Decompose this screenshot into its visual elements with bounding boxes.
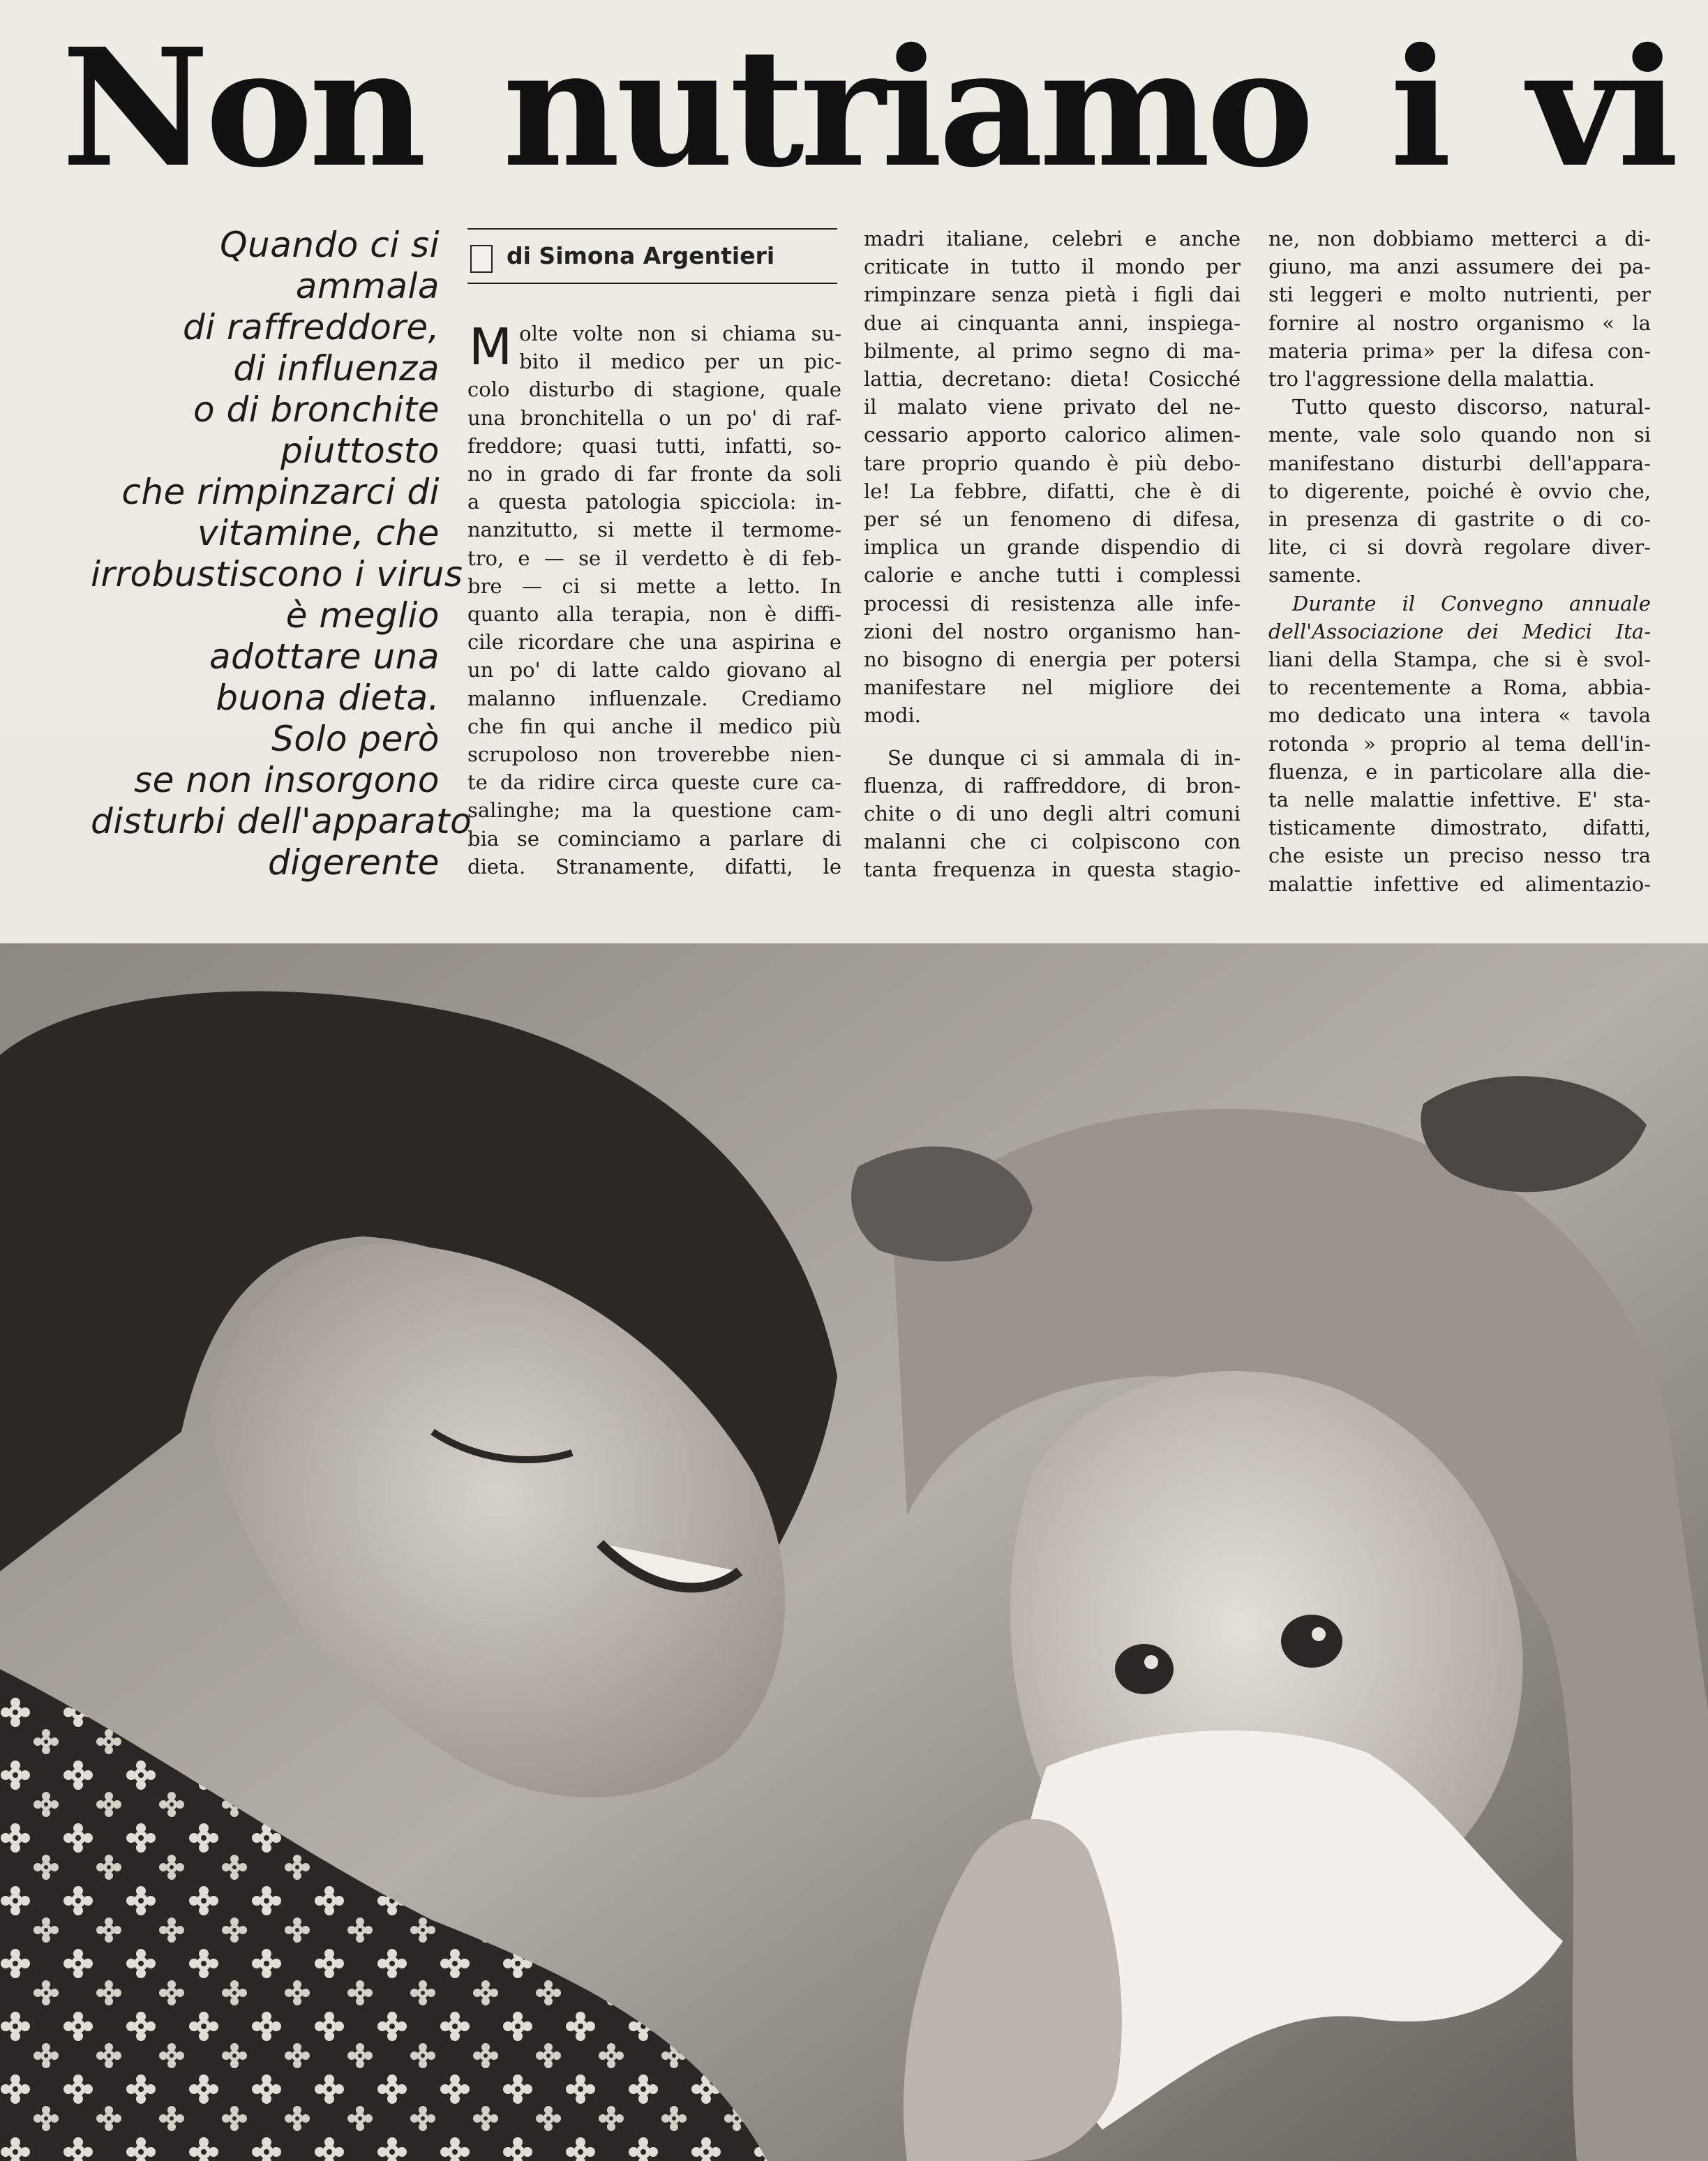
headline: Non nutriamo i vi xyxy=(61,28,1675,188)
text-line: bia se cominciamo a parlare di xyxy=(467,826,841,851)
text-line: madri italiane, celebri e anche xyxy=(864,227,1241,251)
standfirst-line: o di bronchite xyxy=(193,389,440,430)
byline-bar xyxy=(467,228,837,284)
standfirst-line: digerente xyxy=(267,842,440,883)
text-line: tro, e — se il verdetto è di feb- xyxy=(467,546,841,570)
text-line: malanno influenzale. Crediamo xyxy=(467,686,841,710)
article-column-2 xyxy=(864,225,1241,895)
text-line: zioni del nostro organismo han- xyxy=(864,619,1241,643)
text-line: tisticamente dimostrato, difatti, xyxy=(1268,816,1651,840)
text-line: giuno, ma anzi assumere dei pa- xyxy=(1268,255,1651,279)
standfirst-line: che rimpinzarci di xyxy=(121,472,440,512)
paragraph-gap xyxy=(864,730,1241,744)
text-line: samente. xyxy=(1268,563,1362,588)
standfirst xyxy=(91,225,472,895)
text-line: lite, ci si dovrà regolare diver- xyxy=(1268,535,1651,560)
text-line: bilmente, al primo segno di ma- xyxy=(864,338,1241,363)
text-line: il malato viene privato del ne- xyxy=(864,395,1241,419)
text-line: quanto alla terapia, non è diffi- xyxy=(467,602,841,627)
text-line: per sé un fenomeno di difesa, xyxy=(864,507,1241,532)
eye-highlight xyxy=(1312,1627,1326,1641)
standfirst-line: disturbi dell'apparato xyxy=(91,801,472,842)
text-line: che fin qui anche il medico più xyxy=(467,714,841,738)
standfirst-line: Quando ci si xyxy=(220,225,440,265)
text-line: mente, vale solo quando non si xyxy=(1268,423,1651,447)
text-line: fornire al nostro organismo « la xyxy=(1268,311,1651,335)
text-line: modi. xyxy=(864,703,922,728)
text-line: implica un grande dispendio di xyxy=(864,535,1241,560)
standfirst-line: di influenza xyxy=(233,348,440,389)
text-line: to recentemente a Roma, abbia- xyxy=(1268,675,1651,700)
text-line: tanta frequenza in questa stagio- xyxy=(864,858,1241,882)
text-line: no bisogno di energia per potersi xyxy=(864,648,1241,672)
text-line: malattie infettive ed alimentazio- xyxy=(1268,872,1651,896)
article-column-1 xyxy=(467,317,841,989)
byline-square-icon xyxy=(470,245,493,273)
text-line: mo dedicato una intera « tavola xyxy=(1268,703,1651,728)
text-line: le! La febbre, difatti, che è di xyxy=(864,479,1241,503)
text-line: calorie e anche tutti i complessi xyxy=(864,563,1241,588)
text-line: fluenza, di raffreddore, di bron- xyxy=(864,773,1241,798)
standfirst-line: buona dieta. xyxy=(216,678,440,718)
standfirst-line: ammala xyxy=(295,266,440,306)
article-column-3 xyxy=(1268,225,1651,895)
text-line: in presenza di gastrite o di co- xyxy=(1268,507,1651,532)
author-byline: di Simona Argentieri xyxy=(507,242,775,269)
text-line: chite o di uno degli altri comuni xyxy=(864,802,1241,826)
text-line: to digerente, poiché è ovvio che, xyxy=(1268,479,1651,503)
text-line: manifestano disturbi dell'appara- xyxy=(1268,451,1651,475)
text-line: no in grado di far fronte da soli xyxy=(467,462,841,486)
standfirst-line: adottare una xyxy=(209,636,440,677)
text-line: Durante il Convegno annuale xyxy=(1292,591,1651,615)
text-line: una bronchitella o un po' di raf- xyxy=(467,405,841,430)
text-line: Se dunque ci si ammala di in- xyxy=(887,745,1241,770)
text-line: tro l'aggressione della malattia. xyxy=(1268,367,1595,391)
text-line: salinghe; ma la questione cam- xyxy=(467,798,841,823)
text-line: manifestare nel migliore dei xyxy=(864,675,1241,700)
drop-cap: M xyxy=(469,317,513,376)
text-line: che esiste un preciso nesso tra xyxy=(1268,844,1651,868)
text-line: nanzitutto, si mette il termome- xyxy=(467,518,841,542)
text-line: due ai cinquanta anni, inspiega- xyxy=(864,311,1241,335)
text-line: scrupoloso non troverebbe nien- xyxy=(467,742,841,767)
text-line: rotonda » proprio al tema dell'in- xyxy=(1268,731,1651,756)
eye-highlight xyxy=(1144,1655,1158,1669)
text-line: un po' di latte caldo giovano al xyxy=(467,658,841,682)
text-line: criticate in tutto il mondo per xyxy=(864,255,1241,279)
text-line: bito il medico per un pic- xyxy=(519,350,841,374)
text-line: a questa patologia spicciola: in- xyxy=(467,490,841,514)
text-line: processi di resistenza alle infe- xyxy=(864,591,1241,615)
text-line: cile ricordare che una aspirina e xyxy=(467,630,841,655)
standfirst-line: di raffreddore, xyxy=(182,307,440,347)
text-line: bre — ci si mette a letto. In xyxy=(467,574,841,598)
mother-and-child-photo xyxy=(0,943,1708,2161)
text-line: Tutto questo discorso, natural- xyxy=(1292,395,1651,419)
text-line: fluenza, e in particolare alla die- xyxy=(1268,759,1651,784)
standfirst-line: è meglio xyxy=(285,595,440,636)
text-line: colo disturbo di stagione, quale xyxy=(467,377,841,402)
text-line: ne, non dobbiamo metterci a di- xyxy=(1268,227,1651,251)
child-left-eye xyxy=(1115,1644,1174,1694)
standfirst-line: piuttosto xyxy=(280,431,440,471)
text-line: liani della Stampa, che si è svol- xyxy=(1268,648,1651,672)
standfirst-line: irrobustiscono i virus xyxy=(91,554,463,595)
text-line: tare proprio quando è più debo- xyxy=(864,451,1241,475)
text-line: freddore; quasi tutti, infatti, so- xyxy=(467,433,841,458)
text-line: lattia, decretano: dieta! Cosicché xyxy=(864,367,1241,391)
text-line: dieta. Stranamente, difatti, le xyxy=(467,854,841,878)
text-line: cessario apporto calorico alimen- xyxy=(864,423,1241,447)
standfirst-line: Solo però xyxy=(271,719,440,759)
text-line: dell'Associazione dei Medici Ita- xyxy=(1268,619,1651,643)
text-line: ta nelle malattie infettive. E' sta- xyxy=(1268,788,1651,812)
standfirst-line: se non insorgono xyxy=(134,760,440,800)
text-line: olte volte non si chiama su- xyxy=(519,322,841,345)
text-line: rimpinzare senza pietà i figli dai xyxy=(864,283,1241,307)
child-right-eye xyxy=(1281,1615,1342,1668)
text-line: te da ridire circa queste cure ca- xyxy=(467,770,841,795)
text-line: materia prima» per la difesa con- xyxy=(1268,338,1651,363)
standfirst-line: vitamine, che xyxy=(197,513,440,553)
text-line: sti leggeri e molto nutrienti, per xyxy=(1268,283,1651,307)
text-line: malanni che ci colpiscono con xyxy=(864,830,1241,854)
